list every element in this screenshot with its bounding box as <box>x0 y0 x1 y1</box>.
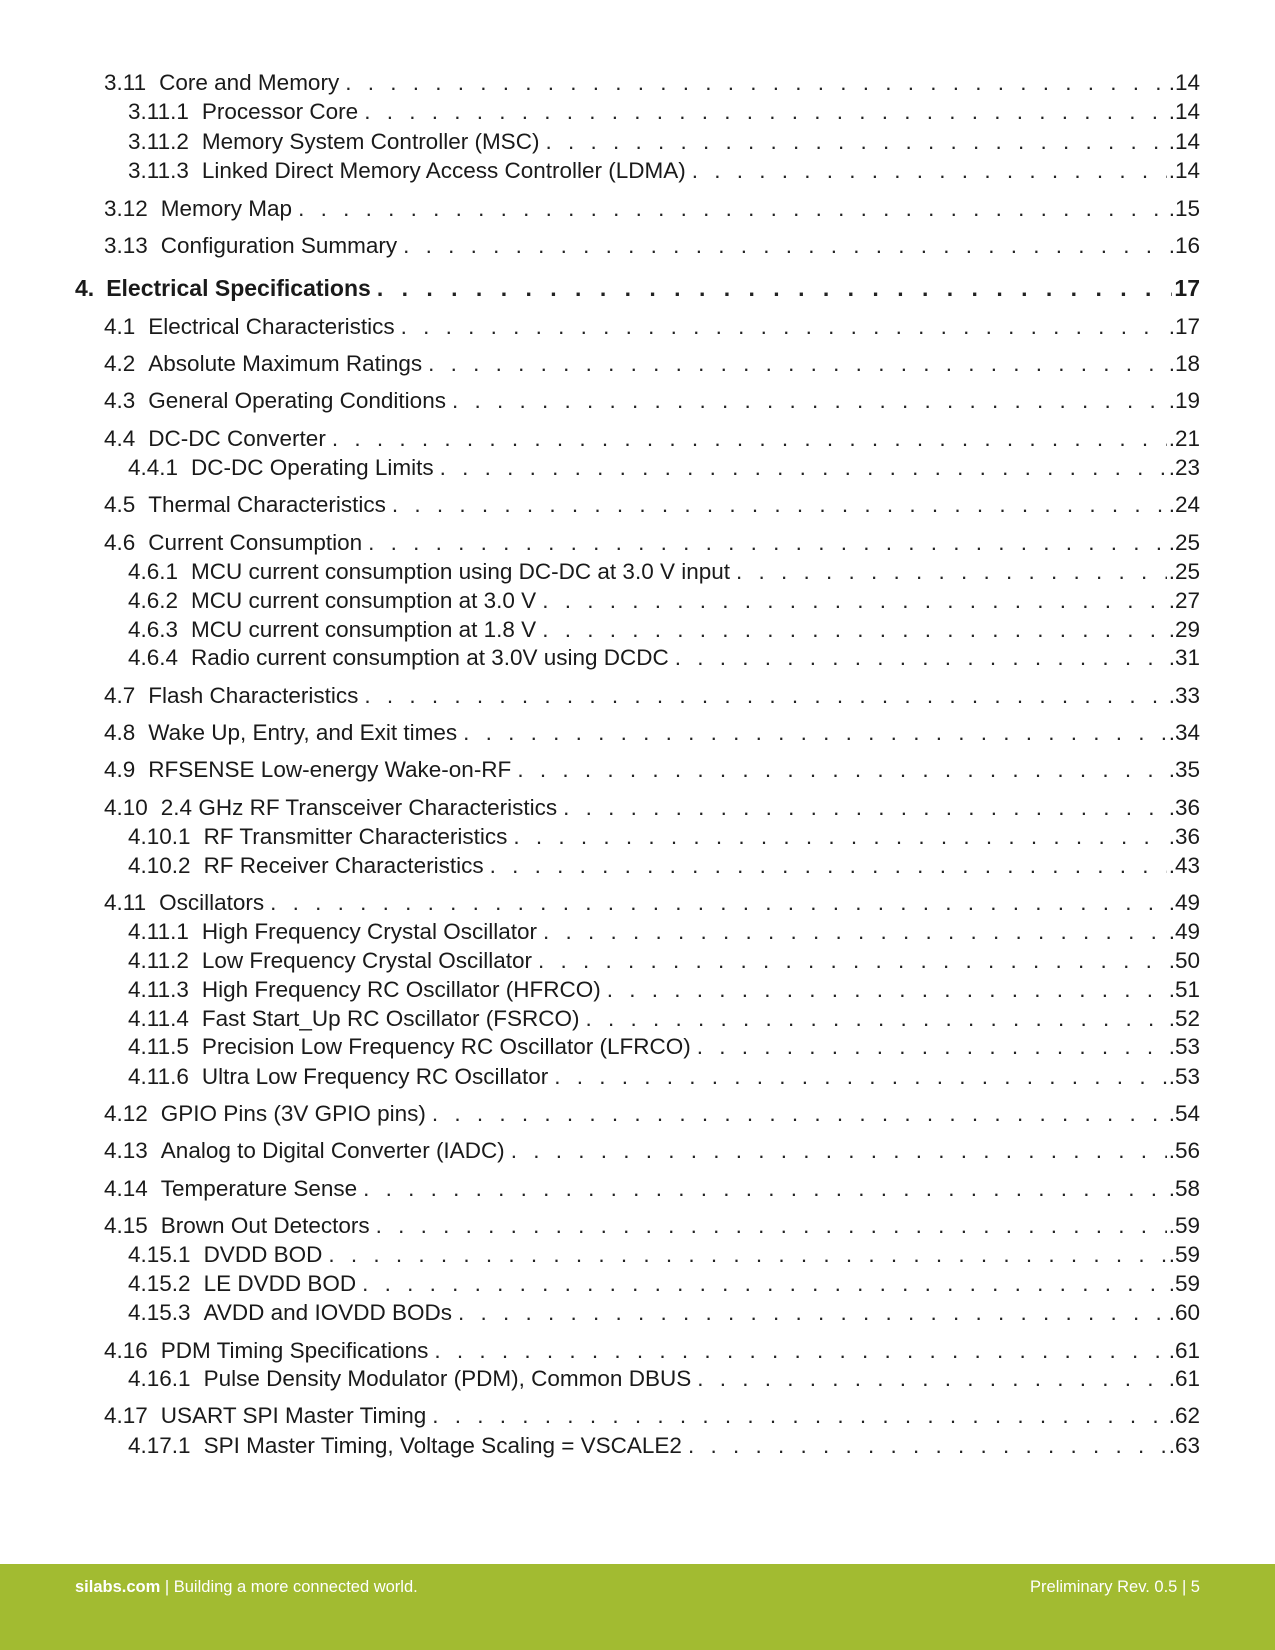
toc-leader-dots <box>377 275 1173 301</box>
toc-entry-page: .25 <box>1168 530 1200 555</box>
toc-entry[interactable] <box>128 158 1200 184</box>
toc-leader-dots <box>543 919 1167 945</box>
toc-leader-dots <box>545 129 1166 155</box>
toc-leader-dots <box>554 1064 1166 1090</box>
toc-entry-page: .54 <box>1168 1101 1200 1126</box>
toc-entry-title: MCU current consumption using DC-DC at 3.0 V input <box>191 559 731 584</box>
toc-entry[interactable] <box>128 853 1200 879</box>
toc-entry-number: 4.10 <box>104 795 148 820</box>
toc-entry-page: .36 <box>1168 824 1200 849</box>
toc-entry-number: 4.8 <box>104 720 136 745</box>
toc-entry-page: .43 <box>1168 853 1200 878</box>
toc-entry-number: 4.3 <box>104 388 136 413</box>
toc-entry[interactable] <box>104 1403 1200 1429</box>
toc-entry-title: DC-DC Converter <box>148 426 326 451</box>
toc-entry-number: 4.11.2 <box>128 948 189 973</box>
toc-entry[interactable] <box>128 824 1200 850</box>
toc-entry-page: .50 <box>1168 948 1200 973</box>
toc-leader-dots <box>440 455 1167 481</box>
toc-entry-number: 4.11.6 <box>128 1064 189 1089</box>
toc-entry-title: Electrical Characteristics <box>148 314 395 339</box>
toc-entry[interactable] <box>128 617 1200 643</box>
toc-entry-title: Absolute Maximum Ratings <box>148 351 423 376</box>
toc-leader-dots <box>697 1034 1167 1060</box>
toc-entry[interactable] <box>128 1300 1200 1326</box>
toc-entry-page: .52 <box>1168 1006 1200 1031</box>
toc-entry-title: DC-DC Operating Limits <box>191 455 434 480</box>
toc-entry-number: 4.10.1 <box>128 824 191 849</box>
toc-entry[interactable] <box>128 1366 1200 1392</box>
toc-entry-page: .63 <box>1168 1433 1200 1458</box>
toc-entry-number: 4.11.5 <box>128 1034 189 1059</box>
toc-entry[interactable] <box>128 588 1200 614</box>
toc-entry-page: .53 <box>1168 1064 1200 1089</box>
toc-entry-page: .29 <box>1168 617 1200 642</box>
toc-entry-number: 4.13 <box>104 1138 148 1163</box>
toc-leader-dots <box>403 233 1167 259</box>
toc-entry[interactable] <box>128 1006 1200 1032</box>
toc-leader-dots <box>563 795 1167 821</box>
toc-entry-number: 4.6 <box>104 530 136 555</box>
toc-entry-title: MCU current consumption at 1.8 V <box>191 617 537 642</box>
toc-entry-title: Core and Memory <box>159 70 340 95</box>
toc-entry[interactable] <box>104 426 1200 452</box>
toc-entry-title: GPIO Pins (3V GPIO pins) <box>160 1101 426 1126</box>
toc-entry[interactable] <box>104 314 1200 340</box>
toc-leader-dots <box>428 351 1167 377</box>
toc-leader-dots <box>463 720 1167 746</box>
toc-leader-dots <box>401 314 1167 340</box>
toc-entry-number: 4.2 <box>104 351 136 376</box>
toc-entry-page: .62 <box>1168 1403 1200 1428</box>
toc-entry[interactable] <box>104 1176 1200 1202</box>
toc-entry-page: .59 <box>1168 1271 1200 1296</box>
toc-entry[interactable] <box>128 1064 1200 1090</box>
toc-entry[interactable] <box>128 99 1200 125</box>
toc-entry-number: 4.15.2 <box>128 1271 191 1296</box>
toc-entry[interactable] <box>104 492 1200 518</box>
toc-entry-title: Low Frequency Crystal Oscillator <box>201 948 532 973</box>
toc-entry-number: 4.15 <box>104 1213 148 1238</box>
toc-leader-dots <box>364 99 1167 125</box>
toc-leader-dots <box>542 617 1167 643</box>
toc-entry-number: 3.11.3 <box>128 158 189 183</box>
toc-entry-title: Fast Start_Up RC Oscillator (FSRCO) <box>201 1006 580 1031</box>
toc-leader-dots <box>434 1338 1166 1364</box>
page-footer <box>0 1564 1275 1650</box>
toc-entry[interactable] <box>104 720 1200 746</box>
toc-entry[interactable] <box>104 233 1200 259</box>
toc-entry-title: Current Consumption <box>148 530 363 555</box>
toc-entry[interactable] <box>104 1338 1200 1364</box>
toc-entry-title: Temperature Sense <box>160 1176 358 1201</box>
toc-entry[interactable] <box>128 559 1200 585</box>
toc-entry-number: 4.15.1 <box>128 1242 191 1267</box>
toc-entry-page: .17 <box>1168 314 1200 339</box>
toc-leader-dots <box>332 426 1167 452</box>
toc-entry-title: LE DVDD BOD <box>203 1271 357 1296</box>
toc-entry[interactable] <box>104 757 1200 783</box>
footer-tagline: | Building a more connected world. <box>160 1578 418 1596</box>
toc-entry-title: Electrical Specifications <box>106 275 371 301</box>
toc-entry-page: .49 <box>1168 919 1200 944</box>
toc-entry-page: .59 <box>1168 1213 1200 1238</box>
toc-leader-dots <box>517 757 1166 783</box>
toc-leader-dots <box>364 683 1166 709</box>
toc-entry[interactable] <box>104 795 1200 821</box>
toc-leader-dots <box>363 1176 1167 1202</box>
toc-entry-title: PDM Timing Specifications <box>160 1338 429 1363</box>
toc-entry-title: RFSENSE Low-energy Wake-on-RF <box>148 757 512 782</box>
toc-entry[interactable] <box>128 1034 1200 1060</box>
toc-entry-number: 4.12 <box>104 1101 148 1126</box>
toc-entry-title: 2.4 GHz RF Transceiver Characteristics <box>160 795 558 820</box>
toc-entry[interactable] <box>128 455 1200 481</box>
toc-entry[interactable] <box>128 645 1200 671</box>
toc-entry-page: .33 <box>1168 683 1200 708</box>
toc-leader-dots <box>368 530 1167 556</box>
toc-leader-dots <box>432 1403 1166 1429</box>
toc-entry-number: 3.11.1 <box>128 99 189 124</box>
toc-entry[interactable] <box>75 275 1200 301</box>
toc-entry-number: 4.6.2 <box>128 588 179 613</box>
toc-entry-page: .21 <box>1168 426 1200 451</box>
toc-leader-dots <box>697 1366 1167 1392</box>
toc-entry-page: .61 <box>1168 1338 1200 1363</box>
toc-entry-title: AVDD and IOVDD BODs <box>203 1300 452 1325</box>
toc-entry-page: .59 <box>1168 1242 1200 1267</box>
toc-entry-title: Flash Characteristics <box>148 683 359 708</box>
toc-entry[interactable] <box>128 1242 1200 1268</box>
toc-leader-dots <box>692 158 1167 184</box>
toc-entry-number: 4.7 <box>104 683 136 708</box>
toc-leader-dots <box>688 1433 1167 1459</box>
toc-leader-dots <box>345 70 1167 96</box>
toc-entry-number: 4.10.2 <box>128 853 191 878</box>
toc-entry-page: .61 <box>1168 1366 1200 1391</box>
toc-entry-number: 4.5 <box>104 492 136 517</box>
toc-leader-dots <box>538 948 1167 974</box>
toc-entry-number: 3.11 <box>104 70 147 95</box>
toc-entry-page: .31 <box>1168 645 1200 670</box>
toc-entry[interactable] <box>128 977 1200 1003</box>
toc-entry-page: .19 <box>1168 388 1200 413</box>
toc-entry-number: 4.11.4 <box>128 1006 189 1031</box>
toc-entry[interactable] <box>104 388 1200 414</box>
toc-entry-page: 17 <box>1174 275 1200 301</box>
toc-leader-dots <box>675 645 1167 671</box>
toc-entry-title: RF Transmitter Characteristics <box>203 824 508 849</box>
toc-entry-number: 4.6.1 <box>128 559 179 584</box>
toc-leader-dots <box>452 388 1167 414</box>
toc-entry[interactable] <box>128 948 1200 974</box>
toc-entry-number: 4.16 <box>104 1338 148 1363</box>
toc-entry-number: 4.11.3 <box>128 977 189 1002</box>
toc-entry-page: .14 <box>1168 99 1200 124</box>
toc-entry-page: .51 <box>1168 977 1200 1002</box>
toc-entry-page: .14 <box>1168 129 1200 154</box>
toc-entry[interactable] <box>128 919 1200 945</box>
toc-entry-title: Pulse Density Modulator (PDM), Common DBUS <box>203 1366 692 1391</box>
toc-leader-dots <box>432 1101 1167 1127</box>
toc-entry-title: MCU current consumption at 3.0 V <box>191 588 537 613</box>
toc-entry-number: 4.16.1 <box>128 1366 191 1391</box>
footer-left <box>75 1578 418 1597</box>
toc-entry-title: Wake Up, Entry, and Exit times <box>148 720 458 745</box>
toc-entry-title: Analog to Digital Converter (IADC) <box>160 1138 505 1163</box>
toc-entry-title: Memory System Controller (MSC) <box>201 129 540 154</box>
toc-entry-number: 4.6.3 <box>128 617 179 642</box>
toc-entry-number: 3.13 <box>104 233 148 258</box>
toc-entry-number: 4. <box>75 275 95 301</box>
toc-entry-title: Linked Direct Memory Access Controller (LDMA) <box>201 158 686 183</box>
toc-entry-page: .60 <box>1168 1300 1200 1325</box>
toc-entry-page: .18 <box>1168 351 1200 376</box>
toc-leader-dots <box>511 1138 1167 1164</box>
toc-entry-page: .49 <box>1168 890 1200 915</box>
toc-entry-page: .36 <box>1168 795 1200 820</box>
toc-entry-page: .25 <box>1168 559 1200 584</box>
toc-entry-number: 4.4.1 <box>128 455 179 480</box>
toc-entry-number: 4.1 <box>104 314 136 339</box>
toc-entry-number: 4.17 <box>104 1403 148 1428</box>
toc-leader-dots <box>490 853 1167 879</box>
toc-entry-title: USART SPI Master Timing <box>160 1403 427 1428</box>
footer-site-link[interactable]: silabs.com <box>75 1578 161 1596</box>
toc-entry-page: .35 <box>1168 757 1200 782</box>
toc-entry-title: High Frequency Crystal Oscillator <box>201 919 537 944</box>
toc-entry[interactable] <box>104 70 1200 96</box>
toc-entry-page: .14 <box>1168 70 1200 95</box>
toc-entry[interactable] <box>104 1138 1200 1164</box>
toc-leader-dots <box>376 1213 1167 1239</box>
toc-entry[interactable] <box>128 1433 1200 1459</box>
toc-leader-dots <box>458 1300 1167 1326</box>
toc-entry-number: 4.11.1 <box>128 919 189 944</box>
toc-leader-dots <box>736 559 1167 585</box>
toc-entry[interactable] <box>128 129 1200 155</box>
toc-entry-title: Radio current consumption at 3.0V using DCDC <box>191 645 669 670</box>
toc-entry-number: 3.11.2 <box>128 129 189 154</box>
toc-entry-title: SPI Master Timing, Voltage Scaling = VSCALE2 <box>203 1433 682 1458</box>
toc-entry-number: 3.12 <box>104 196 148 221</box>
toc-leader-dots <box>542 588 1167 614</box>
toc-entry-page: .15 <box>1168 196 1200 221</box>
toc-entry-title: DVDD BOD <box>203 1242 323 1267</box>
toc-entry-number: 4.9 <box>104 757 136 782</box>
toc-leader-dots <box>270 890 1167 916</box>
toc-entry-title: Oscillators <box>159 890 265 915</box>
toc-entry-title: Memory Map <box>160 196 293 221</box>
toc-entry[interactable] <box>104 530 1200 556</box>
toc-entry-page: .27 <box>1168 588 1200 613</box>
toc-entry-page: .14 <box>1168 158 1200 183</box>
toc-entry-page: .53 <box>1168 1034 1200 1059</box>
toc-leader-dots <box>298 196 1167 222</box>
toc-entry-title: Processor Core <box>201 99 359 124</box>
toc-entry-number: 4.17.1 <box>128 1433 191 1458</box>
toc-leader-dots <box>328 1242 1166 1268</box>
toc-entry-page: .16 <box>1168 233 1200 258</box>
toc-entry-title: General Operating Conditions <box>148 388 446 413</box>
toc-entry[interactable] <box>128 1271 1200 1297</box>
toc-entry-number: 4.11 <box>104 890 147 915</box>
toc-entry-number: 4.15.3 <box>128 1300 191 1325</box>
toc-entry-title: Ultra Low Frequency RC Oscillator <box>201 1064 549 1089</box>
footer-revision: Preliminary Rev. 0.5 | 5 <box>1030 1578 1200 1596</box>
toc-entry-page: .24 <box>1168 492 1200 517</box>
toc-entry-number: 4.14 <box>104 1176 148 1201</box>
toc-entry[interactable] <box>104 351 1200 377</box>
toc-entry-page: .23 <box>1168 455 1200 480</box>
toc-entry[interactable] <box>104 890 1200 916</box>
toc-leader-dots <box>585 1006 1166 1032</box>
toc-entry-title: Precision Low Frequency RC Oscillator (LFRCO) <box>201 1034 691 1059</box>
toc-leader-dots <box>392 492 1167 518</box>
toc-entry[interactable] <box>104 1101 1200 1127</box>
toc-entry-title: Configuration Summary <box>160 233 398 258</box>
toc-entry-title: High Frequency RC Oscillator (HFRCO) <box>201 977 601 1002</box>
toc-entry[interactable] <box>104 1213 1200 1239</box>
toc-entry-title: RF Receiver Characteristics <box>203 853 484 878</box>
toc-entry-title: Brown Out Detectors <box>160 1213 370 1238</box>
toc-entry-page: .58 <box>1168 1176 1200 1201</box>
toc-leader-dots <box>607 977 1167 1003</box>
toc-entry-page: .56 <box>1168 1138 1200 1163</box>
toc-entry-number: 4.4 <box>104 426 136 451</box>
toc-entry[interactable] <box>104 683 1200 709</box>
toc-entry-number: 4.6.4 <box>128 645 179 670</box>
toc-entry-page: .34 <box>1168 720 1200 745</box>
toc-leader-dots <box>513 824 1166 850</box>
toc-entry-title: Thermal Characteristics <box>148 492 386 517</box>
toc-entry[interactable] <box>104 196 1200 222</box>
toc-leader-dots <box>362 1271 1167 1297</box>
